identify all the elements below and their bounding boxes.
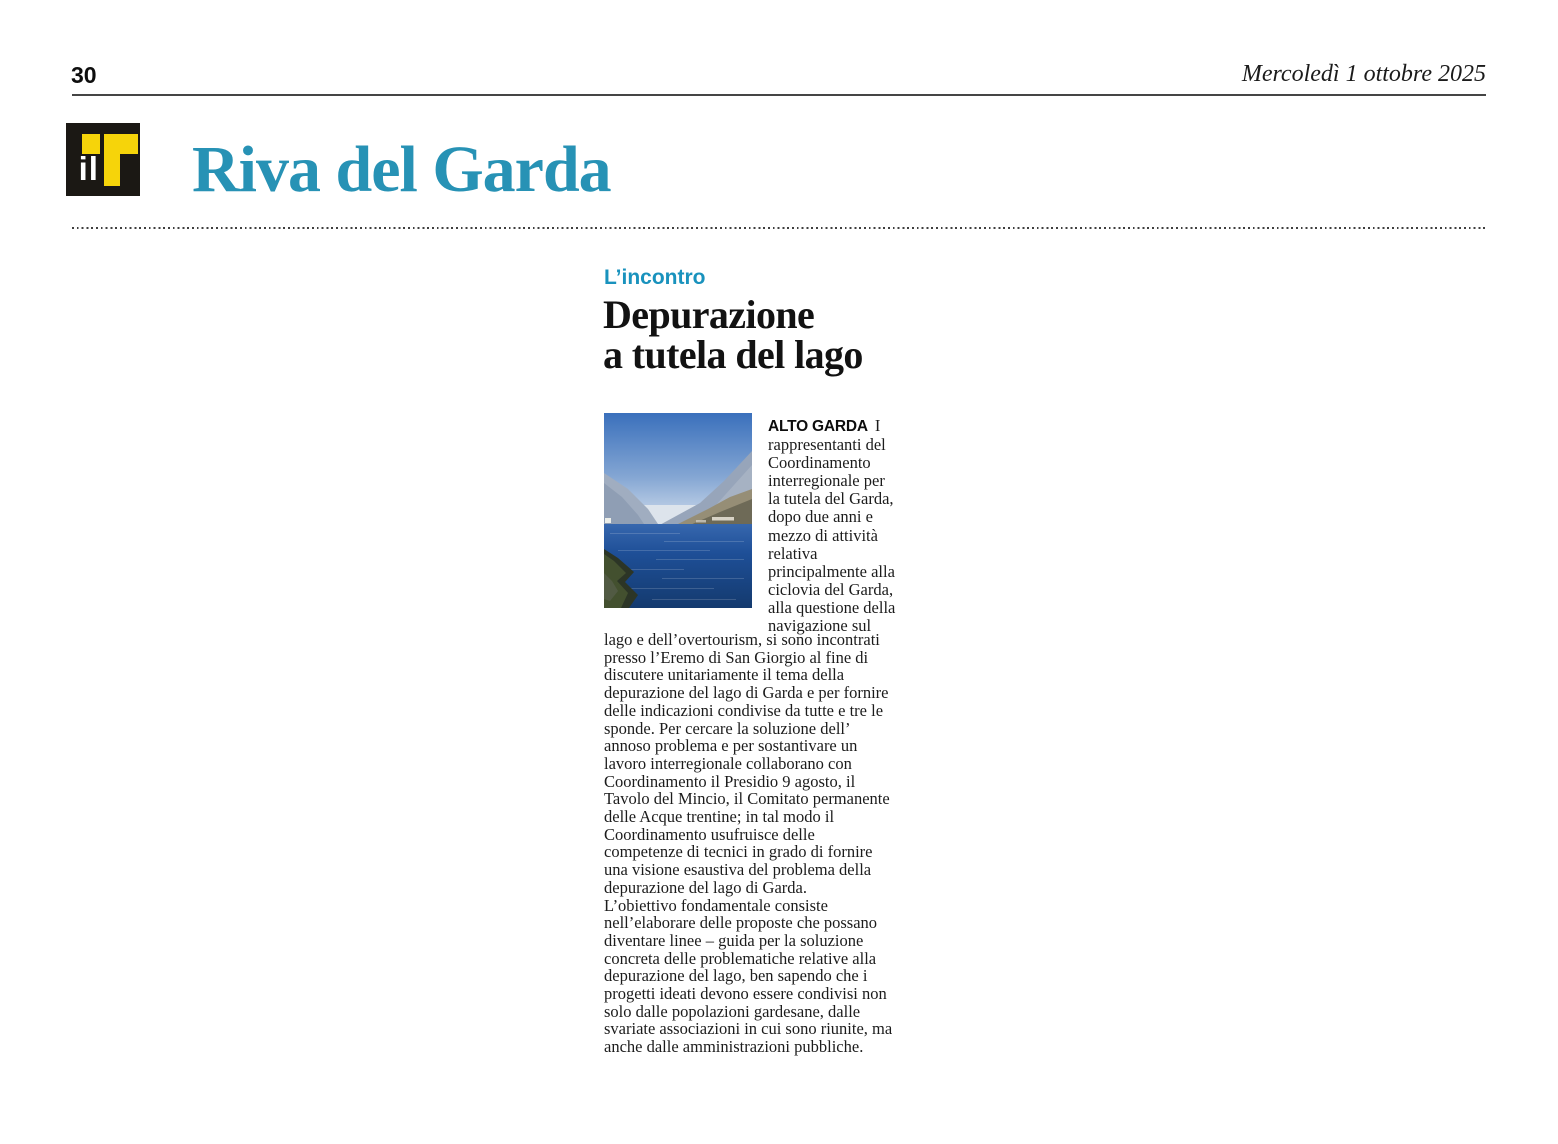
intro-line: interregionale per: [768, 471, 885, 491]
body-line: solo dalle popolazioni gardesane, dalle: [604, 1001, 861, 1021]
intro-line: Coordinamento: [768, 453, 871, 473]
body-line: delle Acque trentine; in tal modo il: [604, 807, 835, 827]
page-number: 30: [71, 62, 97, 88]
intro-line: relativa: [768, 543, 818, 563]
il-t-logo: [66, 123, 140, 196]
article-headline: [603, 292, 943, 377]
body-line: nell’elaborare delle proposte che possano: [604, 913, 878, 933]
dotted-rule: [72, 227, 1486, 229]
body-line: lavoro interregionale collaborano con: [604, 753, 852, 773]
body-line: svariate associazioni in cui sono riunite, ma: [604, 1019, 893, 1039]
body-line: Coordinamento usufruisce delle: [604, 824, 815, 844]
body-line: L’obiettivo fondamentale consiste: [604, 895, 828, 915]
body-line: lago e dell’overtourism, si sono incontrati: [604, 630, 880, 649]
body-line: depurazione del lago di Garda.: [604, 877, 807, 897]
body-line: una visione esaustiva del problema della: [604, 860, 872, 880]
body-line: anche dalle amministrazioni pubbliche.: [604, 1037, 864, 1057]
intro-line: la tutela del Garda,: [768, 489, 894, 509]
body-line: discutere unitariamente il tema della: [604, 665, 845, 685]
edition-date: Mercoledì 1 ottobre 2025: [1241, 61, 1486, 87]
intro-line: alla questione della: [768, 597, 896, 617]
lake-garda-photo: [604, 413, 752, 608]
location-tag: ALTO GARDA: [768, 418, 868, 435]
article-body: [604, 631, 920, 1056]
headline-line: Depurazione: [603, 292, 815, 337]
logo-il-text: il: [78, 150, 99, 188]
article-intro-column: [768, 417, 920, 635]
body-line: progetti ideati devono essere condivisi non: [604, 984, 887, 1004]
intro-first-line: [768, 417, 920, 436]
body-line: depurazione del lago, ben sapendo che i: [604, 966, 868, 986]
body-line: concreta delle problematiche relative alla: [604, 948, 877, 968]
intro-line: dopo due anni e: [768, 507, 873, 527]
headline-line: a tutela del lago: [603, 332, 863, 377]
intro-line: rappresentanti del: [768, 435, 886, 455]
body-line: delle indicazioni condivise da tutte e tre le: [604, 700, 884, 720]
article-kicker: L’incontro: [604, 266, 706, 289]
intro-line: principalmente alla: [768, 561, 895, 581]
header-rule: [72, 94, 1486, 96]
logo-t-stem: [104, 134, 120, 186]
body-line: Coordinamento il Presidio 9 agosto, il: [604, 771, 856, 791]
body-line: Tavolo del Mincio, il Comitato permanente: [604, 789, 890, 809]
body-line: presso l’Eremo di San Giorgio al fine di: [604, 647, 869, 667]
intro-line: navigazione sul: [768, 616, 872, 636]
body-line: sponde. Per cercare la soluzione dell’: [604, 718, 851, 738]
intro-line: mezzo di attività: [768, 525, 878, 545]
intro-line: ciclovia del Garda,: [768, 579, 894, 599]
body-line: competenze di tecnici in grado di fornire: [604, 842, 873, 862]
body-line: depurazione del lago di Garda e per fornire: [604, 683, 889, 703]
body-line: diventare linee – guida per la soluzione: [604, 930, 864, 950]
intro-opening: I: [874, 416, 881, 435]
section-title: Riva del Garda: [192, 133, 611, 206]
body-line: annoso problema e per sostantivare un: [604, 736, 858, 756]
